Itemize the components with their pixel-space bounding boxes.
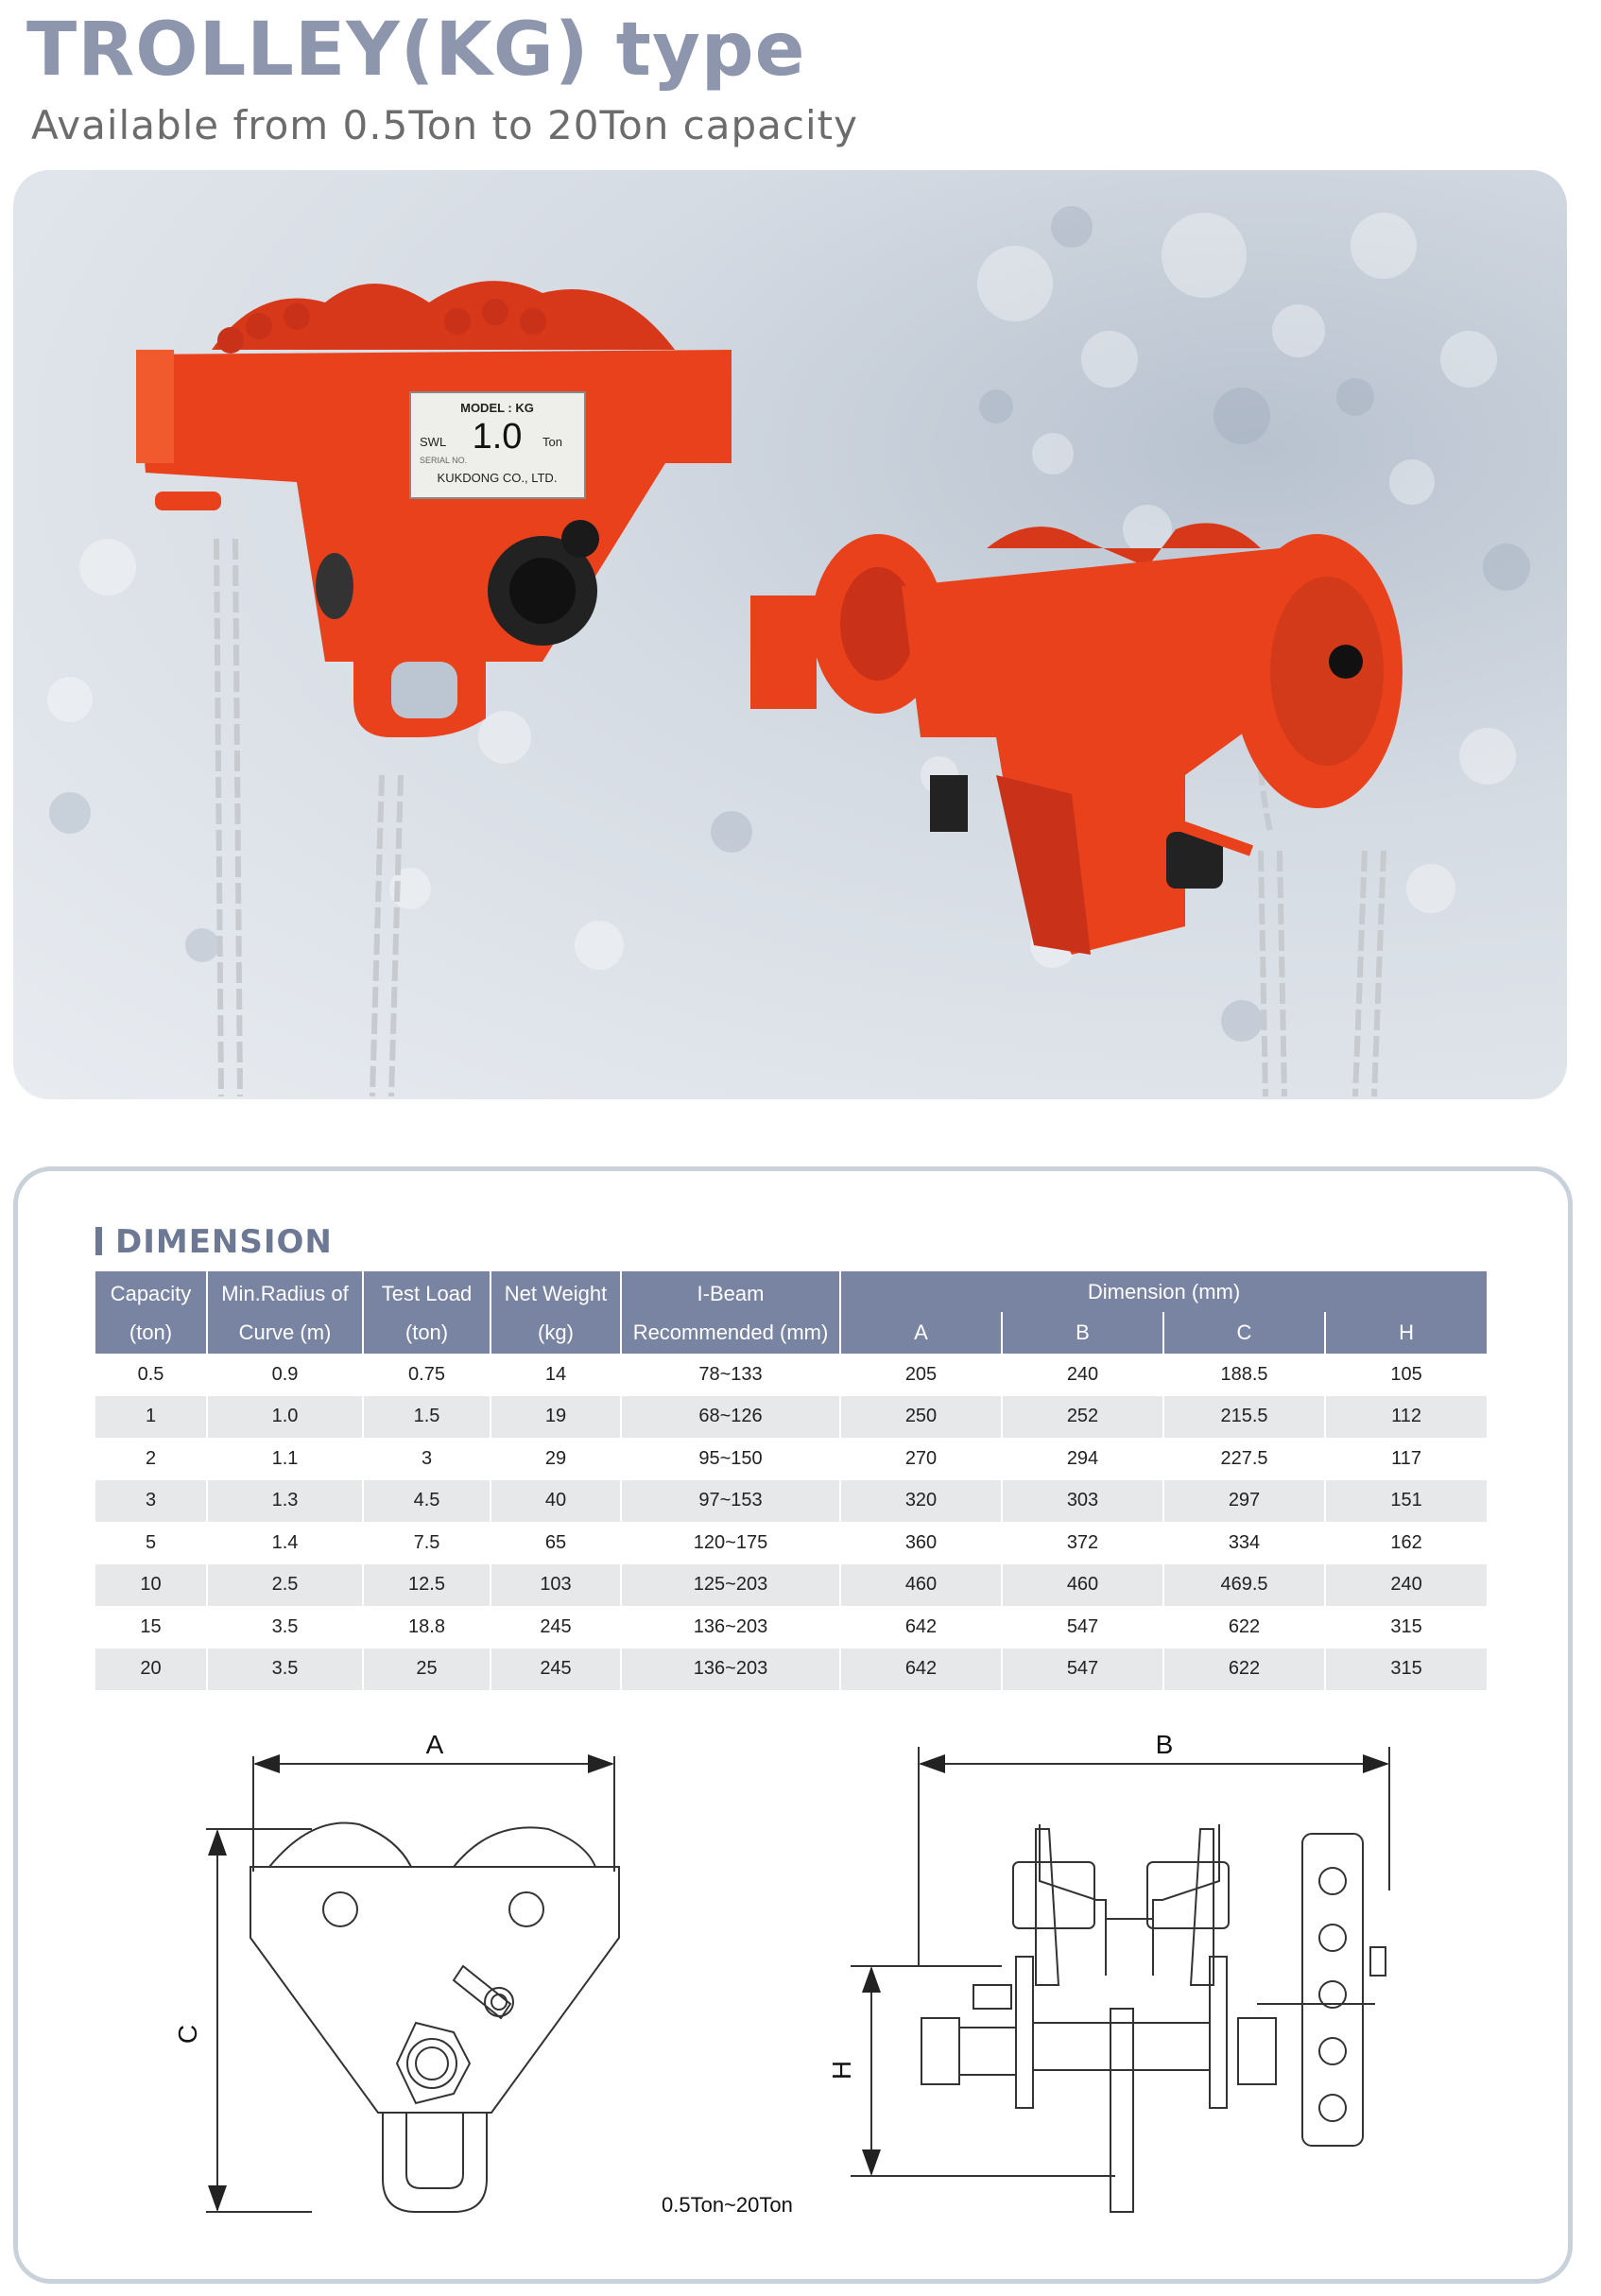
table-cell: 240 — [1325, 1564, 1487, 1607]
table-cell: 642 — [840, 1649, 1002, 1691]
header-capacity: Capacity (ton) — [95, 1271, 207, 1354]
table-cell: 0.5 — [95, 1354, 207, 1396]
nameplate-swl-value: 1.0 — [472, 417, 523, 457]
table-cell: 4.5 — [363, 1480, 491, 1523]
table-cell: 78~133 — [621, 1354, 840, 1396]
table-cell: 15 — [95, 1606, 207, 1649]
table-cell: 1.1 — [207, 1438, 363, 1480]
table-cell: 7.5 — [363, 1522, 491, 1564]
header-i-beam: I-Beam Recommended (mm) — [621, 1271, 840, 1354]
table-cell: 120~175 — [621, 1522, 840, 1564]
dimension-label-b: B — [1155, 1730, 1174, 1759]
table-cell: 547 — [1002, 1649, 1163, 1691]
table-cell: 360 — [840, 1522, 1002, 1564]
table-cell: 3 — [363, 1438, 491, 1480]
header-test-load: Test Load (ton) — [363, 1271, 491, 1354]
dimension-label-h: H — [827, 2060, 856, 2080]
table-cell: 1.0 — [207, 1396, 363, 1439]
table-cell: 29 — [491, 1438, 621, 1480]
table-cell: 10 — [95, 1564, 207, 1607]
page-title: TROLLEY(KG) type — [26, 8, 806, 93]
table-cell: 240 — [1002, 1354, 1163, 1396]
table-cell: 547 — [1002, 1606, 1163, 1649]
table-cell: 40 — [491, 1480, 621, 1523]
table-cell: 334 — [1163, 1522, 1325, 1564]
nameplate-model: MODEL : KG — [460, 401, 534, 415]
table-cell: 151 — [1325, 1480, 1487, 1523]
table-cell: 372 — [1002, 1522, 1163, 1564]
front-view-drawing — [206, 1756, 619, 2212]
table-cell: 65 — [491, 1522, 621, 1564]
table-cell: 2.5 — [207, 1564, 363, 1607]
table-cell: 642 — [840, 1606, 1002, 1649]
table-cell: 297 — [1163, 1480, 1325, 1523]
table-cell: 205 — [840, 1354, 1002, 1396]
table-cell: 303 — [1002, 1480, 1163, 1523]
table-cell: 1.4 — [207, 1522, 363, 1564]
table-cell: 2 — [95, 1438, 207, 1480]
table-cell: 25 — [363, 1649, 491, 1691]
table-cell: 469.5 — [1163, 1564, 1325, 1607]
table-cell: 245 — [491, 1649, 621, 1691]
table-cell: 19 — [491, 1396, 621, 1439]
table-cell: 105 — [1325, 1354, 1487, 1396]
nameplate-maker: KUKDONG CO., LTD. — [437, 471, 558, 485]
table-cell: 0.75 — [363, 1354, 491, 1396]
nameplate-swl-label: SWL — [420, 435, 447, 449]
table-cell: 136~203 — [621, 1649, 840, 1691]
header-h: H — [1325, 1312, 1487, 1354]
table-cell: 320 — [840, 1480, 1002, 1523]
table-cell: 1.3 — [207, 1480, 363, 1523]
header-dimension: Dimension (mm) — [840, 1271, 1487, 1312]
table-cell: 0.9 — [207, 1354, 363, 1396]
table-cell: 162 — [1325, 1522, 1487, 1564]
dimension-label-c: C — [173, 2024, 202, 2045]
table-cell: 245 — [491, 1606, 621, 1649]
table-cell: 188.5 — [1163, 1354, 1325, 1396]
table-cell: 622 — [1163, 1606, 1325, 1649]
table-cell: 18.8 — [363, 1606, 491, 1649]
table-cell: 270 — [840, 1438, 1002, 1480]
table-cell: 125~203 — [621, 1564, 840, 1607]
nameplate-unit: Ton — [542, 435, 562, 449]
header-c: C — [1163, 1312, 1325, 1354]
table-cell: 117 — [1325, 1438, 1487, 1480]
table-cell: 250 — [840, 1396, 1002, 1439]
table-cell: 1.5 — [363, 1396, 491, 1439]
nameplate-serial: SERIAL NO. — [420, 456, 468, 465]
table-cell: 14 — [491, 1354, 621, 1396]
table-cell: 3 — [95, 1480, 207, 1523]
header-b: B — [1002, 1312, 1163, 1354]
table-cell: 20 — [95, 1649, 207, 1691]
table-cell: 227.5 — [1163, 1438, 1325, 1480]
table-cell: 215.5 — [1163, 1396, 1325, 1439]
table-cell: 460 — [1002, 1564, 1163, 1607]
table-cell: 622 — [1163, 1649, 1325, 1691]
table-cell: 294 — [1002, 1438, 1163, 1480]
table-cell: 95~150 — [621, 1438, 840, 1480]
header-a: A — [840, 1312, 1002, 1354]
table-cell: 1 — [95, 1396, 207, 1439]
table-cell: 315 — [1325, 1649, 1487, 1691]
table-cell: 12.5 — [363, 1564, 491, 1607]
table-cell: 252 — [1002, 1396, 1163, 1439]
table-cell: 5 — [95, 1522, 207, 1564]
table-cell: 136~203 — [621, 1606, 840, 1649]
table-cell: 315 — [1325, 1606, 1487, 1649]
dimension-label-a: A — [425, 1730, 444, 1759]
drawing-caption: 0.5Ton~20Ton — [662, 2193, 793, 2217]
header-net-weight: Net Weight (kg) — [491, 1271, 621, 1354]
table-cell: 3.5 — [207, 1606, 363, 1649]
header-min-radius: Min.Radius of Curve (m) — [207, 1271, 363, 1354]
dimension-title-text: DIMENSION — [115, 1223, 333, 1261]
page-subtitle: Available from 0.5Ton to 20Ton capacity — [31, 102, 858, 148]
table-cell: 97~153 — [621, 1480, 840, 1523]
table-cell: 460 — [840, 1564, 1002, 1607]
side-view-drawing — [851, 1747, 1389, 2212]
table-cell: 3.5 — [207, 1649, 363, 1691]
table-cell: 68~126 — [621, 1396, 840, 1439]
table-cell: 103 — [491, 1564, 621, 1607]
table-cell: 112 — [1325, 1396, 1487, 1439]
